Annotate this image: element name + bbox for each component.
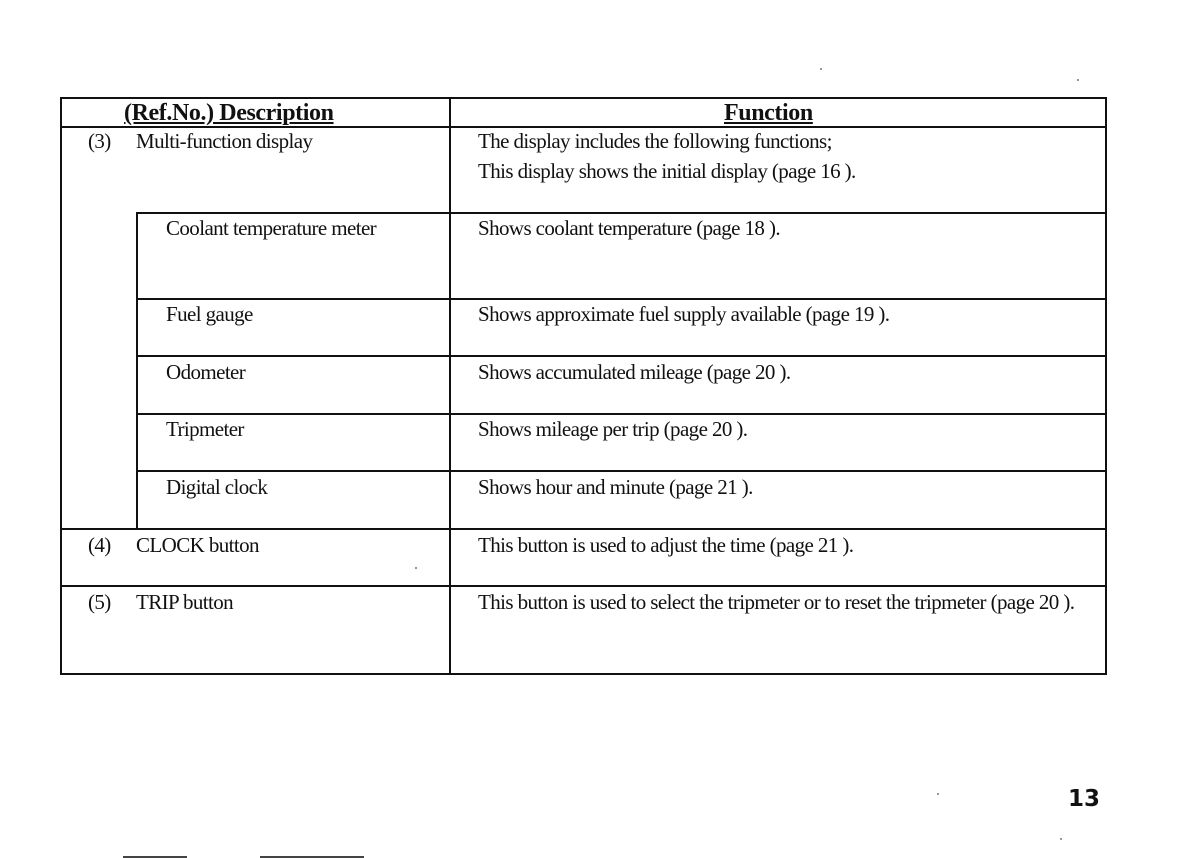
- fuel-gauge-description: Fuel gauge: [166, 302, 253, 326]
- row-4-label: CLOCK button: [136, 533, 259, 557]
- row-4-description: [88, 531, 259, 559]
- tripmeter-description: Tripmeter: [166, 417, 244, 441]
- row-rule: [136, 355, 1107, 357]
- odometer-description: Odometer: [166, 360, 246, 384]
- column-divider: [449, 97, 451, 675]
- digital-clock-description: Digital clock: [166, 475, 268, 499]
- header-function: Function: [724, 100, 813, 126]
- scan-speck: [1060, 838, 1062, 840]
- row-5-function: This button is used to select the tripmeter or to reset the tripmeter (page 20 ).: [478, 590, 1075, 614]
- row-5-label: TRIP button: [136, 590, 234, 614]
- row-rule: [60, 585, 1107, 587]
- row-4-function: This button is used to adjust the time (page 21 ).: [478, 533, 854, 557]
- row-rule: [60, 528, 1107, 530]
- scan-speck: [820, 68, 822, 70]
- digital-clock-function: Shows hour and minute (page 21 ).: [478, 475, 753, 499]
- row-5-ref: (5): [88, 590, 111, 614]
- coolant-function: Shows coolant temperature (page 18 ).: [478, 216, 781, 240]
- header-description: (Ref.No.) Description: [124, 100, 334, 126]
- scan-speck: [1077, 79, 1079, 81]
- scan-speck: [415, 567, 417, 569]
- page-number: 13: [1068, 786, 1101, 812]
- odometer-function: Shows accumulated mileage (page 20 ).: [478, 360, 791, 384]
- scan-speck: [937, 793, 939, 795]
- row-5-description: [88, 588, 233, 616]
- tripmeter-function: Shows mileage per trip (page 20 ).: [478, 417, 748, 441]
- row-3-ref: (3): [88, 129, 111, 153]
- row-3-function-line-2: This display shows the initial display (page 16 ).: [478, 159, 856, 183]
- row-rule: [136, 470, 1107, 472]
- row-3-function-line-1: The display includes the following functions;: [478, 129, 832, 153]
- row-3-description: [88, 127, 312, 155]
- fuel-gauge-function: Shows approximate fuel supply available (page 19 ).: [478, 302, 890, 326]
- row-4-ref: (4): [88, 533, 111, 557]
- sub-item-divider: [136, 212, 138, 528]
- coolant-description: Coolant temperature meter: [166, 216, 377, 240]
- row-3-label: Multi-function display: [136, 129, 313, 153]
